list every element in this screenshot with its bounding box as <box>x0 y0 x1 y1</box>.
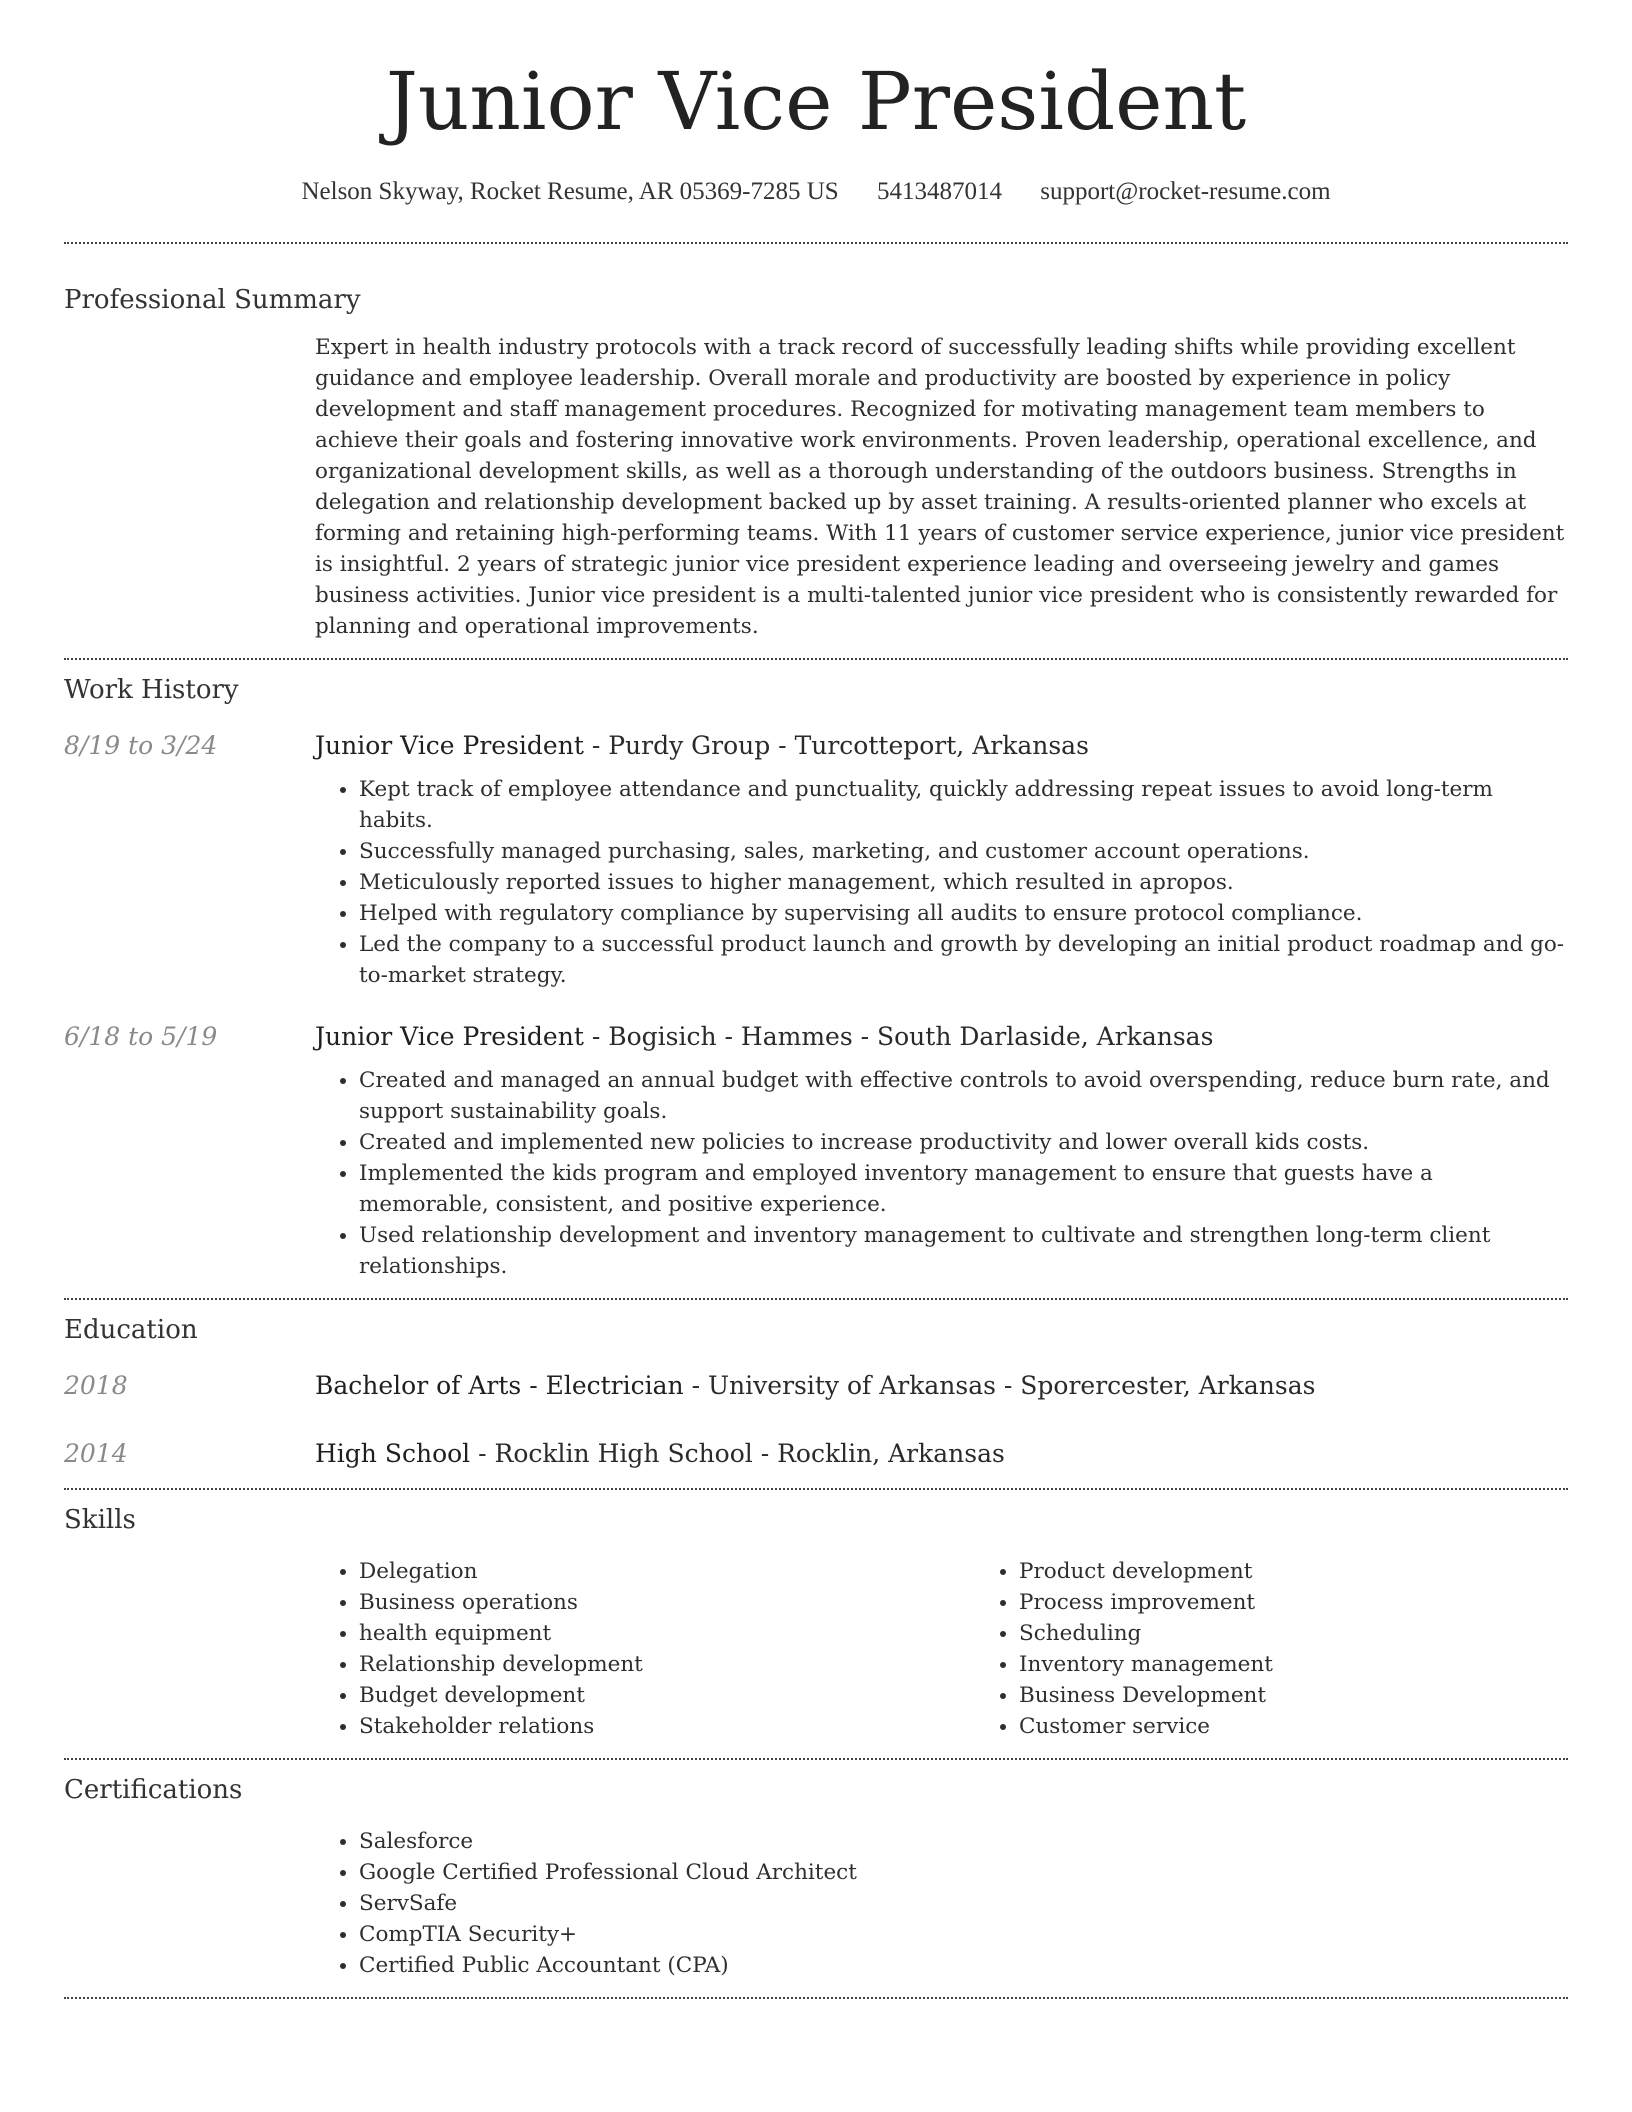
list-item: • Meticulously reported issues to higher management, which resulted in apropos. <box>359 867 1568 898</box>
skills-list-left <box>315 1556 975 1742</box>
list-item: • Relationship development <box>359 1649 975 1680</box>
list-item: • Salesforce <box>359 1826 1568 1857</box>
section-heading-work: Work History <box>64 675 239 705</box>
list-item: • Created and implemented new policies to increase productivity and lower overall kids costs. <box>359 1127 1568 1158</box>
list-item: • Helped with regulatory compliance by supervising all audits to ensure protocol compliance. <box>359 898 1568 929</box>
skills-list-right <box>975 1556 1632 1742</box>
education-school: - Rocklin High School - Rocklin, Arkansas <box>470 1439 1005 1468</box>
summary-section <box>64 282 1568 642</box>
section-heading-summary: Professional Summary <box>64 285 361 315</box>
skills-grid <box>315 1556 1632 1742</box>
list-item: • Kept track of employee attendance and punctuality, quickly addressing repeat issues to avoid long-term habits. <box>359 774 1568 836</box>
page-title: Junior Vice President <box>385 55 1247 148</box>
job-company: - Purdy Group - Turcotteport, Arkansas <box>583 731 1089 760</box>
job-dates: 6/18 to 5/19 <box>64 1022 218 1051</box>
education-degree: Bachelor of Arts - Electrician <box>315 1371 684 1400</box>
job-dates: 8/19 to 3/24 <box>64 731 218 760</box>
job-heading <box>315 728 1568 764</box>
list-item: • Delegation <box>359 1556 975 1587</box>
education-section <box>64 1312 1568 1472</box>
contact-phone: 5413487014 <box>876 178 1002 205</box>
job-entry <box>64 1019 1568 1282</box>
list-item: • Successfully managed purchasing, sales, marketing, and customer account operations. <box>359 836 1568 867</box>
list-item: • Inventory management <box>1019 1649 1632 1680</box>
education-school: - University of Arkansas - Sporercester, Arkansas <box>683 1371 1316 1400</box>
divider <box>64 1298 1568 1300</box>
skills-section <box>64 1502 1568 1742</box>
summary-text: Expert in health industry protocols with a track record of successfully leading shifts while providing excellent guidance and employee leadership. Overall morale and productivity are boosted by experience in policy development and staff management procedures. Recognized for motivating management team members to achieve their goals and fostering innovative work environments. Proven leadership, operational excellence, and organizational development skills, as well as a thorough understanding of the outdoors business. Strengths in delegation and relationship development backed up by asset training. A results-oriented planner who excels at forming and retaining high-performing teams. With 11 years of customer service experience, junior vice president is insightful. 2 years of strategic junior vice president experience leading and overseeing jewelry and games business activities. Junior vice president is a multi-talented junior vice president who is consistently rewarded for planning and operational improvements. <box>315 335 1565 639</box>
list-item: • Business operations <box>359 1587 975 1618</box>
list-item: • ServSafe <box>359 1888 1568 1919</box>
contact-line <box>64 172 1568 212</box>
job-bullets <box>315 1065 1568 1282</box>
education-entry <box>64 1368 1568 1404</box>
job-company: - Bogisich - Hammes - South Darlaside, Arkansas <box>583 1022 1214 1051</box>
list-item: • Used relationship development and inventory management to cultivate and strengthen long-term client relationships. <box>359 1220 1568 1282</box>
divider <box>64 658 1568 660</box>
education-entry <box>64 1436 1568 1472</box>
section-heading-skills: Skills <box>64 1505 136 1535</box>
list-item: • Certified Public Accountant (CPA) <box>359 1950 1568 1981</box>
job-title: Junior Vice President <box>315 731 584 760</box>
certifications-section <box>64 1772 1568 1981</box>
list-item: • Implemented the kids program and employed inventory management to ensure that guests have a memorable, consistent, and positive experience. <box>359 1158 1568 1220</box>
list-item: • Business Development <box>1019 1680 1632 1711</box>
list-item: • CompTIA Security+ <box>359 1919 1568 1950</box>
divider <box>64 1758 1568 1760</box>
job-bullets <box>315 774 1568 991</box>
list-item: • Product development <box>1019 1556 1632 1587</box>
job-heading <box>315 1019 1568 1055</box>
list-item: • Google Certified Professional Cloud Architect <box>359 1857 1568 1888</box>
section-heading-certifications: Certifications <box>64 1775 243 1805</box>
list-item: • health equipment <box>359 1618 975 1649</box>
divider <box>64 1488 1568 1490</box>
work-history-section <box>64 672 1568 1282</box>
list-item: • Created and managed an annual budget with effective controls to avoid overspending, reduce burn rate, and support sustainability goals. <box>359 1065 1568 1127</box>
education-year: 2018 <box>64 1371 128 1400</box>
contact-address: Nelson Skyway, Rocket Resume, AR 05369-7285 US <box>301 178 839 205</box>
section-heading-education: Education <box>64 1315 198 1345</box>
list-item: • Stakeholder relations <box>359 1711 975 1742</box>
education-degree: High School <box>315 1439 471 1468</box>
certifications-list <box>315 1826 1568 1981</box>
job-title: Junior Vice President <box>315 1022 584 1051</box>
resume-page <box>64 0 1568 1999</box>
contact-email: support@rocket-resume.com <box>1040 178 1331 205</box>
divider <box>64 242 1568 244</box>
list-item: • Process improvement <box>1019 1587 1632 1618</box>
job-entry <box>64 728 1568 991</box>
list-item: • Budget development <box>359 1680 975 1711</box>
education-year: 2014 <box>64 1439 128 1468</box>
list-item: • Customer service <box>1019 1711 1632 1742</box>
list-item: • Scheduling <box>1019 1618 1632 1649</box>
divider <box>64 1997 1568 1999</box>
list-item: • Led the company to a successful product launch and growth by developing an initial product roadmap and go-to-market strategy. <box>359 929 1568 991</box>
